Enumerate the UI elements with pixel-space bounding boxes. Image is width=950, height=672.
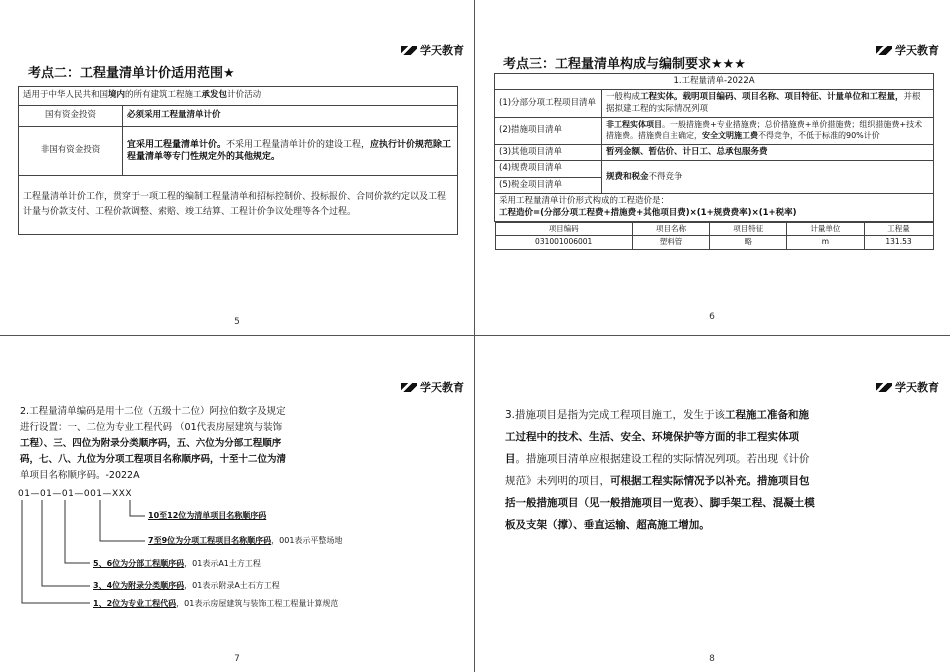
nonstate-fund-label: 非国有资金投资: [19, 127, 123, 176]
table-cell: 略: [710, 236, 787, 249]
measures-description: 3.措施项目是指为完成工程项目施工，发生于该工程施工准备和施工过程中的技术、生活、安全、环境保护等方面的非工程实体项目。措施项目清单应根据建设工程的实际情况列项。若出现《计价规范》未列明的项目，可根据工程实际情况予以补充。措施项目包括一般措施项目（见一般措施项目一览表）、脚手架工程、混凝土模板及支架（撑）、垂直运输、超高施工增加。: [505, 409, 815, 531]
page-number: 8: [709, 654, 715, 664]
column-header: 项目名称: [632, 223, 709, 236]
brand-logo: 学天教育: [876, 379, 939, 395]
bracket-line: [22, 500, 90, 603]
table-cell: m: [787, 236, 864, 249]
table-cell: 131.53: [864, 236, 933, 249]
column-header: 项目特征: [710, 223, 787, 236]
column-header: 工程量: [864, 223, 933, 236]
annotation: 10至12位为清单项目名称顺序码: [148, 511, 267, 520]
brand-logo: 学天教育: [401, 42, 464, 58]
sample-table: [495, 222, 934, 249]
brand-mark-icon: [876, 46, 892, 55]
bracket-line: [42, 500, 90, 586]
row-text: 规费和税金不得竞争: [602, 161, 934, 194]
bill-composition-table: [494, 73, 934, 250]
state-fund-label: 国有资金投资: [19, 106, 123, 127]
column-header: 计量单位: [787, 223, 864, 236]
bracket-line: [100, 500, 145, 541]
annotation: 7至9位为分项工程项目名称顺序码，001表示平整场地: [148, 536, 343, 545]
bracket-line: [130, 500, 145, 516]
row-label: (2)措施项目清单: [495, 118, 602, 145]
nonstate-fund-text: 宜采用工程量清单计价。不采用工程量清单计价的建设工程，应执行计价规范除工程量清单等专门性规定外的其他规定。: [123, 127, 458, 176]
code-example: 01—01—01—001—XXX: [18, 489, 133, 499]
row-label: (3)其他项目清单: [495, 145, 602, 161]
page-number: 7: [234, 654, 240, 664]
row-label: (5)税金项目清单: [495, 177, 602, 193]
column-header: 项目编码: [495, 223, 632, 236]
row-label: (1)分部分项工程项目清单: [495, 90, 602, 118]
row-text: 一般构成工程实体。载明项目编码、项目名称、项目特征、计量单位和工程量，并根据拟建工程的实际情况列项: [602, 90, 934, 118]
formula: 采用工程量清单计价形式构成的工程造价是： 工程造价=(分部分项工程费+措施费+其他项目费)×(1+规费费率)×(1+税率): [495, 194, 934, 222]
row-text: 非工程实体项目。一般措施费+专业措施费；总价措施费+单价措施费；组织措施费+技术措施费。措施费自主确定，安全文明施工费不得竞争，不低于标准的90%计价: [602, 118, 934, 145]
scope-row: 适用于中华人民共和国境内的所有建筑工程施工承发包计价活动: [19, 87, 458, 106]
state-fund-text: 必须采用工程量清单计价: [123, 106, 458, 127]
page-number: 6: [709, 312, 715, 322]
brand-logo: 学天教育: [401, 379, 464, 395]
annotation: 3、4位为附录分类顺序码，01表示附录A土石方工程: [93, 581, 280, 590]
table-cell: 031001006001: [495, 236, 632, 249]
coding-description: 2.工程量清单编码是用十二位（五级十二位）阿拉伯数字及规定 进行设置：一、二位为专业工程代码 （01代表房屋建筑与装饰 工程）、三、四位为附录分类顺序码，五、六位为分部工程顺序 码，七、八、九位为分项工程项目名称顺序码，十至十二位为清 单项目名称顺序码。-2022A: [20, 406, 287, 481]
annotation: 1、2位为专业工程代码，01表示房屋建筑与装饰工程工程量计算规范: [93, 599, 339, 608]
page-number: 5: [234, 317, 240, 327]
row-label: (4)规费项目清单: [495, 161, 602, 177]
table-cell: 塑料管: [632, 236, 709, 249]
page-title: 考点三：工程量清单构成与编制要求★★★: [503, 57, 746, 72]
annotation: 5、6位为分部工程顺序码，01表示A1土方工程: [93, 559, 261, 568]
pricing-description: 工程量清单计价工作，贯穿于一项工程的编制工程量清单和招标控制价、投标报价、合同价款约定以及工程计量与价款支付、工程价款调整、索赔、竣工结算、工程计价争议处理等各个过程。: [19, 176, 458, 235]
row-text: 暂列金额、暂估价、计日工、总承包服务费: [602, 145, 934, 161]
brand-mark-icon: [876, 383, 892, 392]
page-title: 考点二：工程量清单计价适用范围★: [28, 66, 235, 81]
table-header: 1.工程量清单-2022A: [495, 74, 934, 90]
brand-logo: 学天教育: [876, 42, 939, 58]
bracket-line: [65, 500, 90, 563]
